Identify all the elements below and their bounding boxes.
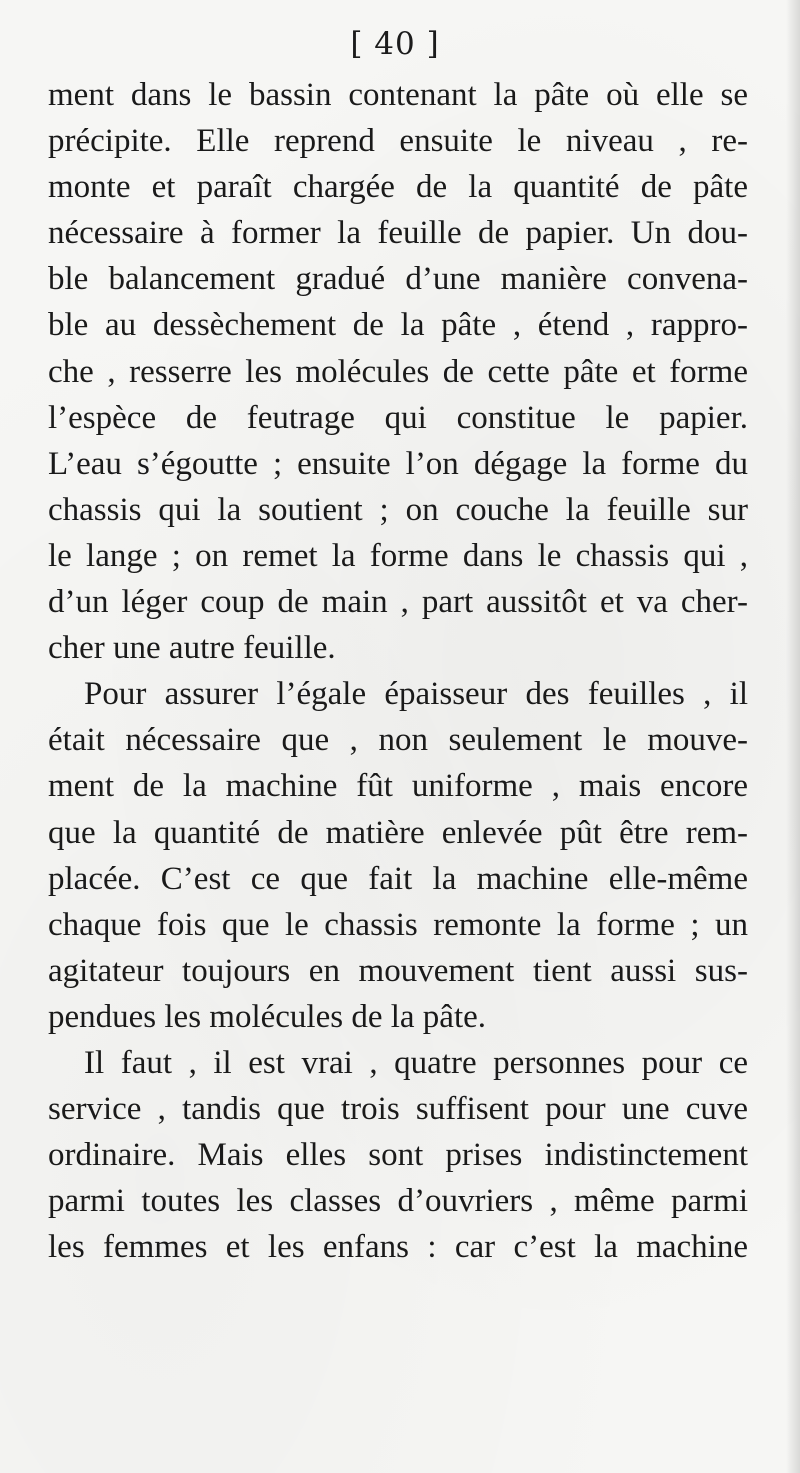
text-line: ble balancement gradué d’une manière convena- [48,261,748,298]
text-line: ment de la machine fût uniforme , mais encore [48,768,748,805]
text-line: service , tandis que trois suffisent pour une cuve [48,1091,748,1128]
page-edge-shadow [786,0,800,1473]
text-line: chassis qui la soutient ; on couche la feuille sur [48,491,748,528]
text-line: pendues les molécules de la pâte. [48,998,487,1035]
page-number: [ 40 ] [350,26,440,62]
text-line: ordinaire. Mais elles sont prises indistinctement [48,1137,748,1174]
text-line: nécessaire à former la feuille de papier. Un dou- [48,215,748,252]
text-line: l’espèce de feutrage qui constitue le papier. [48,399,748,436]
text-line: était nécessaire que , non seulement le mouve- [48,722,748,759]
text-line: d’un léger coup de main , part aussitôt et va cher- [48,584,748,621]
body-text [48,72,748,1270]
text-line: che , resserre les molécules de cette pâte et forme [48,353,748,390]
text-line: les femmes et les enfans : car c’est la machine [48,1229,748,1266]
text-line: ble au dessèchement de la pâte , étend , rappro- [48,307,748,344]
text-line: Pour assurer l’égale épaisseur des feuilles , il [84,676,748,713]
text-line: placée. C’est ce que fait la machine elle-même [48,860,748,897]
text-line: ment dans le bassin contenant la pâte où elle se [48,77,748,113]
text-line: L’eau s’égoutte ; ensuite l’on dégage la forme du [48,445,748,482]
text-line: que la quantité de matière enlevée pût être rem- [48,814,748,851]
text-line: cher une autre feuille. [48,630,336,667]
text-line: Il faut , il est vrai , quatre personnes pour ce [84,1044,748,1081]
text-line: parmi toutes les classes d’ouvriers , même parmi [48,1183,748,1220]
text-line: précipite. Elle reprend ensuite le niveau , re- [48,123,748,160]
text-line: agitateur toujours en mouvement tient aussi sus- [48,952,748,989]
text-line: monte et paraît chargée de la quantité de pâte [48,169,748,206]
text-line: le lange ; on remet la forme dans le chassis qui , [48,537,748,574]
text-line: chaque fois que le chassis remonte la forme ; un [48,906,748,943]
